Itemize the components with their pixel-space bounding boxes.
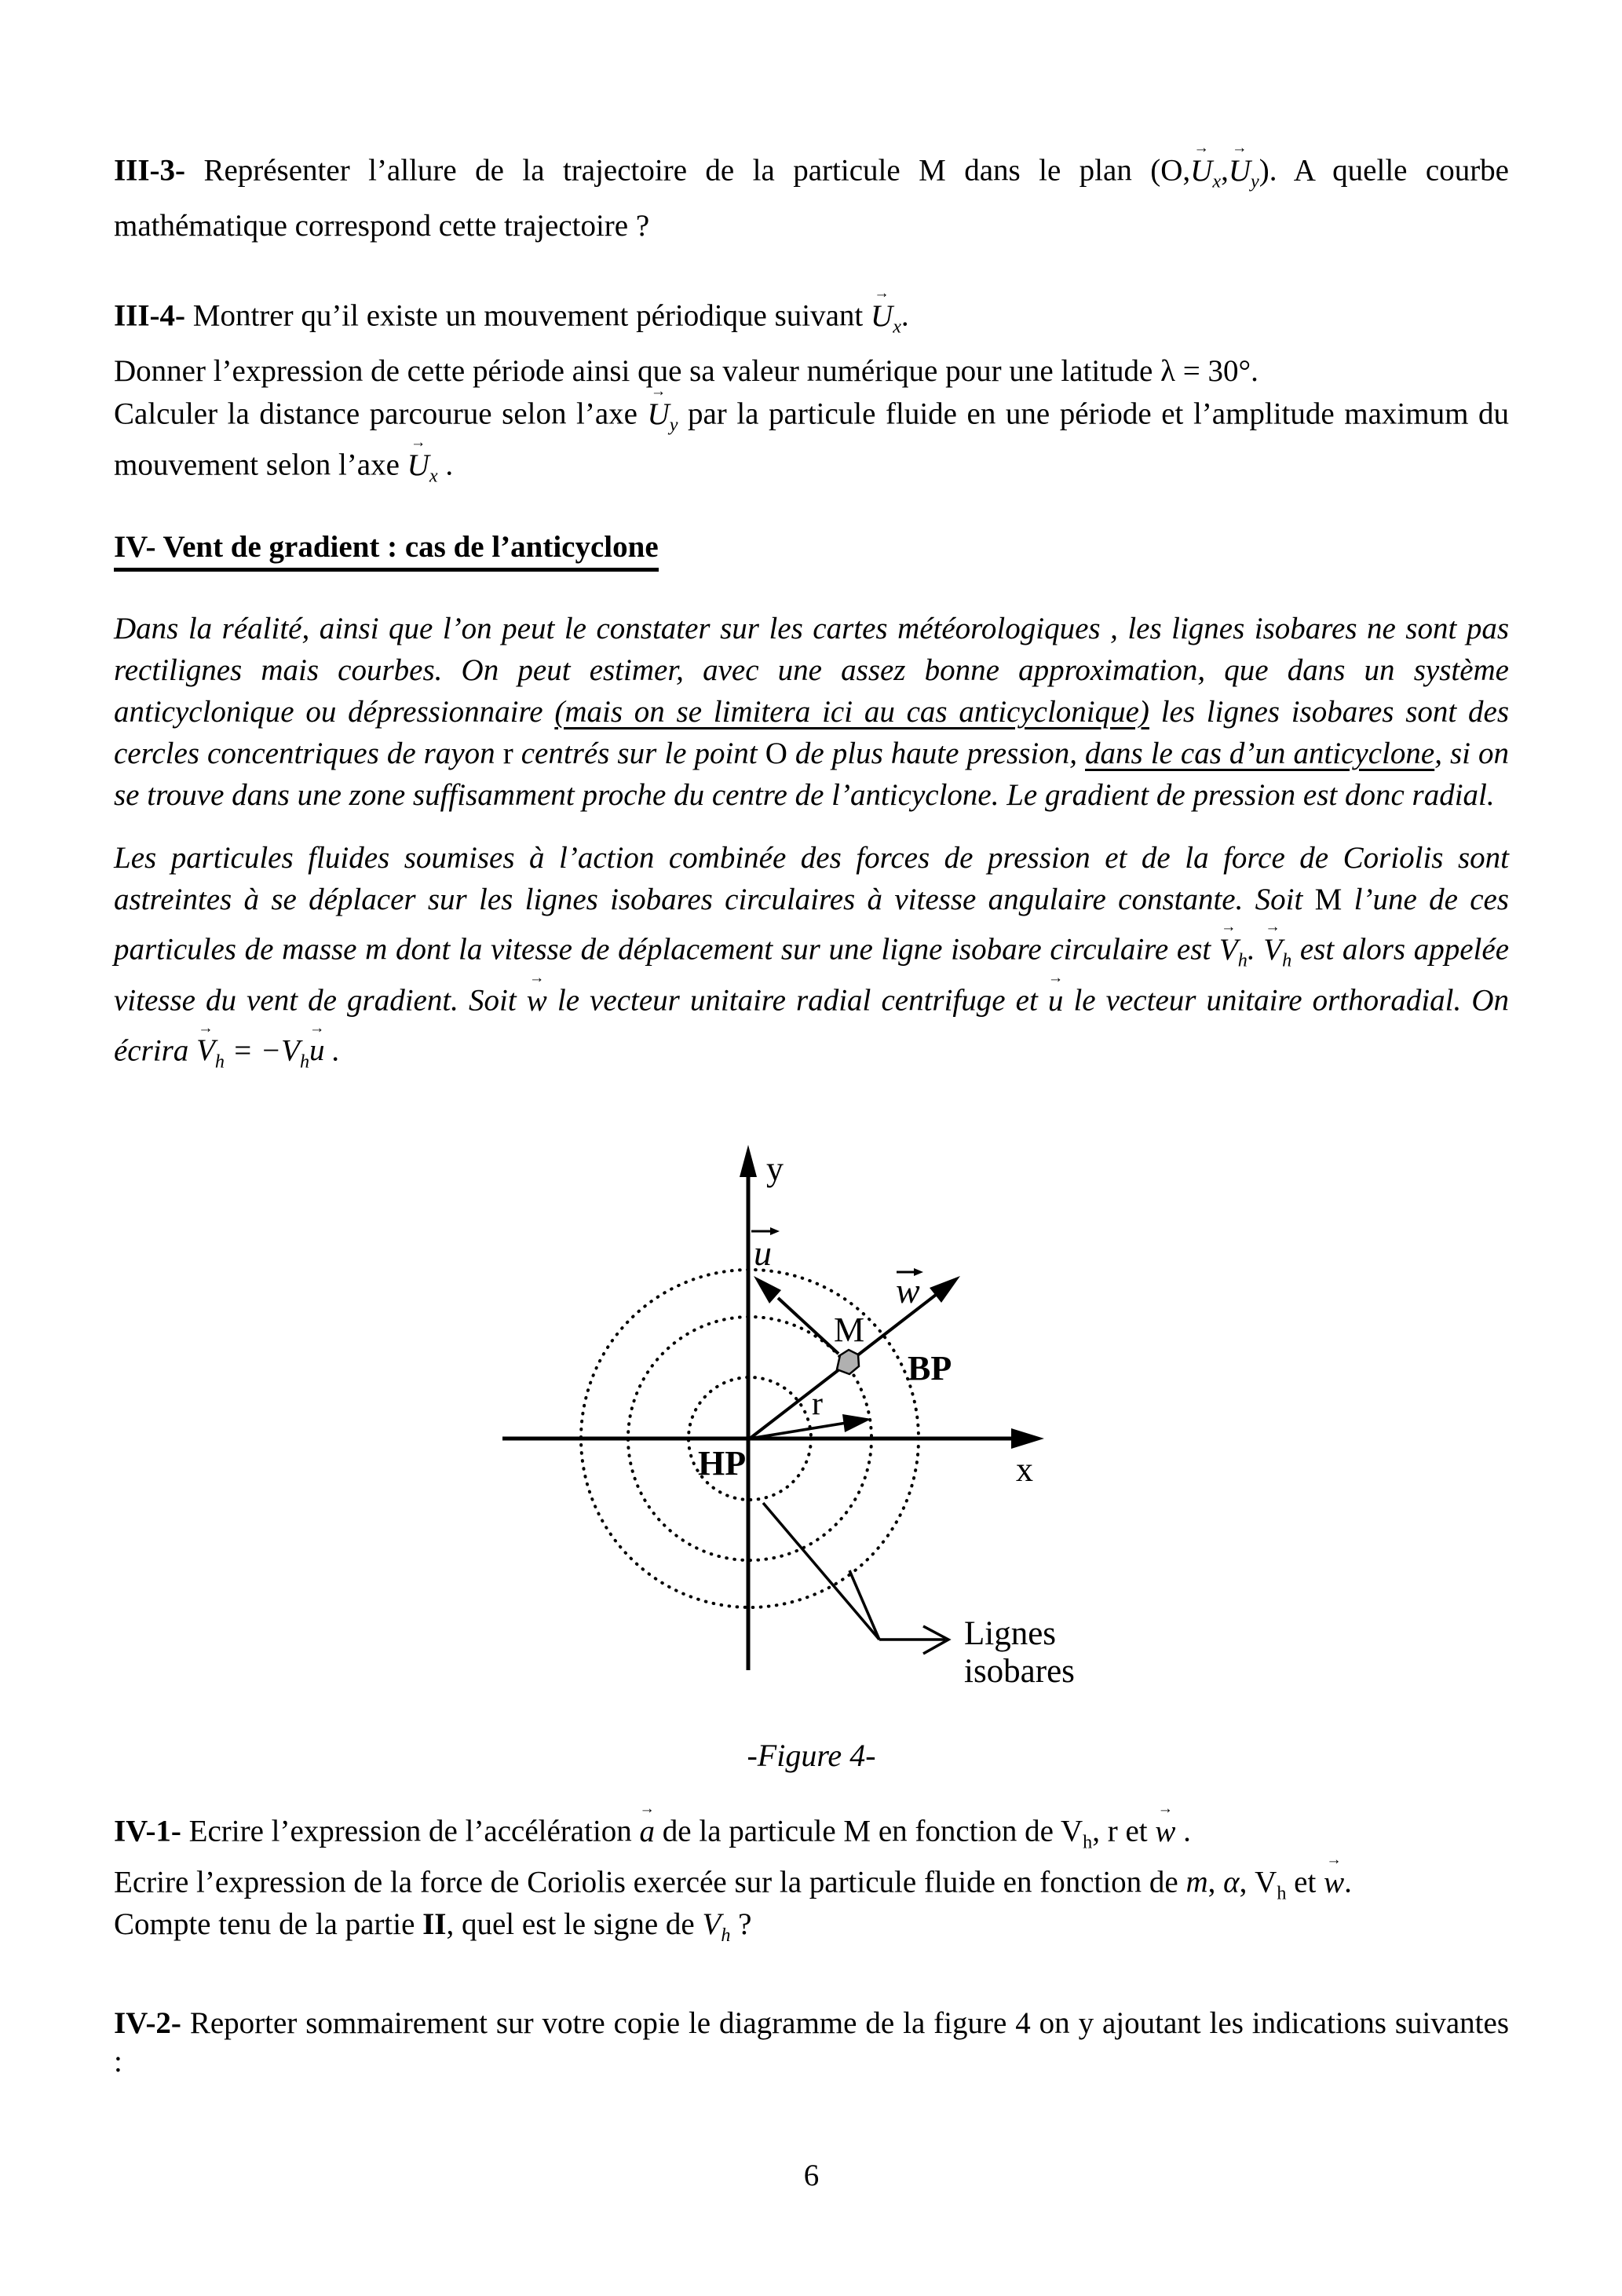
text-segment: Dans la réalité, ainsi que l’on peut le constater sur les cartes météorologiques , les lignes isobares ne sont pas rectilignes mais courbes. On peut estimer, avec une assez bonne approximation, que dans un système anticyclonique ou dépressionnaire xyxy=(114,612,1509,729)
vector-over-arrow: → xyxy=(529,970,545,987)
paragraph-iv-1-line3 xyxy=(114,1905,1509,1947)
text-segment: ? xyxy=(730,1907,752,1941)
text-segment: x xyxy=(893,316,901,338)
figure-4-diagram xyxy=(440,1123,1115,1696)
vector-over-arrow: → xyxy=(639,1801,656,1817)
text-segment: de la particule M en fonction de V xyxy=(655,1814,1083,1848)
figure-caption: -Figure 4- xyxy=(747,1738,876,1773)
vector-over-arrow: → xyxy=(650,383,667,400)
text-segment: , quel est le signe de xyxy=(446,1907,703,1941)
vector-over-arrow: → xyxy=(1326,1852,1342,1869)
text-segment: dans le cas d’un anticyclone xyxy=(1085,737,1435,770)
text-segment: II xyxy=(422,1907,447,1941)
text-segment: (mais on se limitera ici au cas anticyclonique) xyxy=(554,695,1149,729)
text-segment: → V xyxy=(196,1019,215,1068)
text-segment: x xyxy=(1212,170,1222,192)
u-vector-label: u xyxy=(754,1233,772,1273)
paragraph-iv-2 xyxy=(114,2004,1509,2081)
text-segment: Calculer la distance parcourue selon l’axe xyxy=(114,397,648,431)
vector-over-arrow: → xyxy=(1193,140,1209,156)
text-segment: h xyxy=(299,1051,310,1073)
text-segment: → U xyxy=(1190,140,1213,188)
u-vector-arrowhead xyxy=(754,1276,781,1303)
text-segment: , xyxy=(1221,153,1229,188)
text-segment: . xyxy=(324,1033,341,1068)
text-segment: Ecrire l’expression de la force de Coriolis exercée sur la particule fluide en fonction de xyxy=(114,1865,1186,1899)
text-segment: Montrer qu’il existe un mouvement périodique suivant xyxy=(192,298,871,333)
text-segment: = −V xyxy=(224,1033,300,1068)
vector-over-arrow: → xyxy=(1232,140,1248,156)
vector-over-arrow: → xyxy=(874,285,890,302)
vector-over-arrow: → xyxy=(1047,970,1064,987)
text-segment: y xyxy=(669,414,678,436)
vector-over-arrow: → xyxy=(1157,1801,1174,1817)
text-segment: Compte tenu de la partie xyxy=(114,1907,423,1941)
x-axis-label: x xyxy=(1016,1450,1033,1489)
text-segment: → U xyxy=(1228,140,1251,188)
text-segment: IV-1- xyxy=(114,1814,189,1848)
text-segment: les lignes isobares sont des cercles concentriques de rayon xyxy=(114,695,1509,770)
text-segment: de plus haute pression, xyxy=(787,737,1085,770)
text-segment: , r et xyxy=(1092,1814,1156,1848)
text-segment: le vecteur unitaire radial centrifuge et xyxy=(546,983,1048,1018)
section-iv-heading xyxy=(114,528,1509,566)
section-iv-heading-text xyxy=(114,530,659,572)
vector-over-arrow: → xyxy=(1221,919,1237,935)
text-segment: y xyxy=(1250,170,1259,192)
text-segment: et xyxy=(1286,1865,1324,1899)
low-pressure-label: BP xyxy=(908,1349,952,1387)
text-segment: Reporter sommairement sur votre copie le diagramme de la figure 4 on y ajoutant les indications suivantes : xyxy=(114,2006,1510,2078)
text-segment: r xyxy=(502,737,513,770)
text-segment: Ecrire l’expression de l’accélération xyxy=(188,1814,640,1848)
isobars-label-line2: isobares xyxy=(964,1653,1075,1690)
vector-over-arrow: → xyxy=(198,1019,214,1036)
text-segment: h xyxy=(214,1051,225,1073)
text-segment: → w xyxy=(526,970,547,1018)
text-segment: . xyxy=(437,448,454,482)
text-segment: h xyxy=(1083,1831,1093,1853)
radius-label: r xyxy=(812,1386,823,1422)
text-segment: l’une de ces particules de masse m dont la vitesse de déplacement sur une ligne isobare circulaire est xyxy=(114,883,1509,967)
paragraph-iv-1-line2 xyxy=(114,1853,1509,1904)
particle-m-label: M xyxy=(834,1311,865,1349)
text-segment: → u xyxy=(1047,970,1064,1018)
text-segment: h xyxy=(721,1924,731,1946)
vector-over-arrow: → xyxy=(309,1019,325,1036)
text-segment: III-4- xyxy=(114,298,193,333)
text-segment: III-3- xyxy=(114,153,204,188)
text-segment: → V xyxy=(1263,919,1283,967)
text-segment: par la particule fluide en une période et l’amplitude maximum du mouvement selon l’axe xyxy=(114,397,1509,482)
text-segment: . xyxy=(901,298,909,333)
paragraph-iii-4-calculer xyxy=(114,385,1509,488)
text-segment: → V xyxy=(1218,919,1238,967)
text-segment: O xyxy=(765,737,787,770)
text-segment: M xyxy=(1314,883,1343,916)
y-axis-label: y xyxy=(766,1150,784,1188)
paragraph-iii-3 xyxy=(114,141,1509,254)
x-axis-arrowhead xyxy=(1011,1428,1044,1449)
text-segment: . xyxy=(1247,932,1264,967)
text-segment: centrés sur le point xyxy=(513,737,765,770)
text-segment: h xyxy=(1237,949,1248,971)
text-segment: → a xyxy=(639,1801,656,1848)
w-vector-arrowhead xyxy=(930,1276,960,1303)
r-vector-line xyxy=(750,1423,846,1439)
isobars-leader-line-1 xyxy=(763,1503,879,1640)
text-segment: → U xyxy=(871,285,893,333)
page-number: 6 xyxy=(803,2159,820,2192)
text-segment: → w xyxy=(1324,1852,1345,1899)
text-segment: → w xyxy=(1155,1801,1176,1848)
paragraph-iii-4 xyxy=(114,287,1509,338)
y-axis-arrowhead xyxy=(740,1145,757,1177)
particle-m-blob xyxy=(837,1350,859,1374)
text-segment: → u xyxy=(309,1019,325,1068)
paragraph-iv-intro-2 xyxy=(114,837,1509,1073)
text-segment: x xyxy=(429,465,438,487)
text-segment: . xyxy=(1344,1865,1352,1899)
text-segment: Donner l’expression de cette période ainsi que sa valeur numérique pour une latitude λ = 30°. xyxy=(114,354,1259,388)
paragraph-iv-intro-1 xyxy=(114,608,1509,816)
text-segment: , si on se trouve dans une zone suffisamment proche du centre de l’anticyclone. Le gradient de pression est donc radial. xyxy=(114,737,1510,812)
text-segment: α xyxy=(1223,1865,1240,1899)
text-segment: h xyxy=(1277,1882,1287,1904)
text-segment: le vecteur unitaire orthoradial. On écrira xyxy=(114,983,1509,1068)
text-segment: Les particules fluides soumises à l’action combinée des forces de pression et de la force de Coriolis sont astreintes à se déplacer sur les lignes isobares circulaires à vitesse angulaire constante. Soit xyxy=(114,841,1509,916)
text-segment: IV- Vent de gradient : cas de l’anticyclone xyxy=(114,530,659,564)
high-pressure-label: HP xyxy=(698,1444,747,1483)
paragraph-iv-1 xyxy=(114,1802,1509,1946)
text-segment: IV-2- xyxy=(114,2006,190,2040)
paragraph-iv-1-line1 xyxy=(114,1802,1509,1853)
text-segment: → U xyxy=(647,383,670,431)
w-vector-label: w xyxy=(896,1270,920,1311)
text-segment: h xyxy=(1282,949,1292,971)
isobars-leader-line-2 xyxy=(849,1570,879,1640)
text-segment: V xyxy=(702,1907,721,1941)
u-vector-line xyxy=(778,1298,838,1354)
vector-over-arrow: → xyxy=(1265,919,1280,935)
text-segment: , V xyxy=(1239,1865,1277,1899)
text-segment: m xyxy=(1185,1865,1208,1899)
vector-over-arrow: → xyxy=(410,434,426,452)
text-segment: ). A quelle courbe mathématique correspond cette trajectoire ? xyxy=(114,153,1509,243)
text-segment: , xyxy=(1207,1865,1224,1899)
isobars-label-line1: Lignes xyxy=(964,1615,1057,1652)
text-segment: est alors appelée vitesse du vent de gradient. Soit xyxy=(114,932,1510,1018)
text-segment: → U xyxy=(407,434,429,482)
text-segment: Représenter l’allure de la trajectoire de la particule M dans le plan (O, xyxy=(203,153,1191,188)
text-segment: . xyxy=(1175,1814,1191,1848)
r-vector-arrowhead xyxy=(842,1414,871,1432)
